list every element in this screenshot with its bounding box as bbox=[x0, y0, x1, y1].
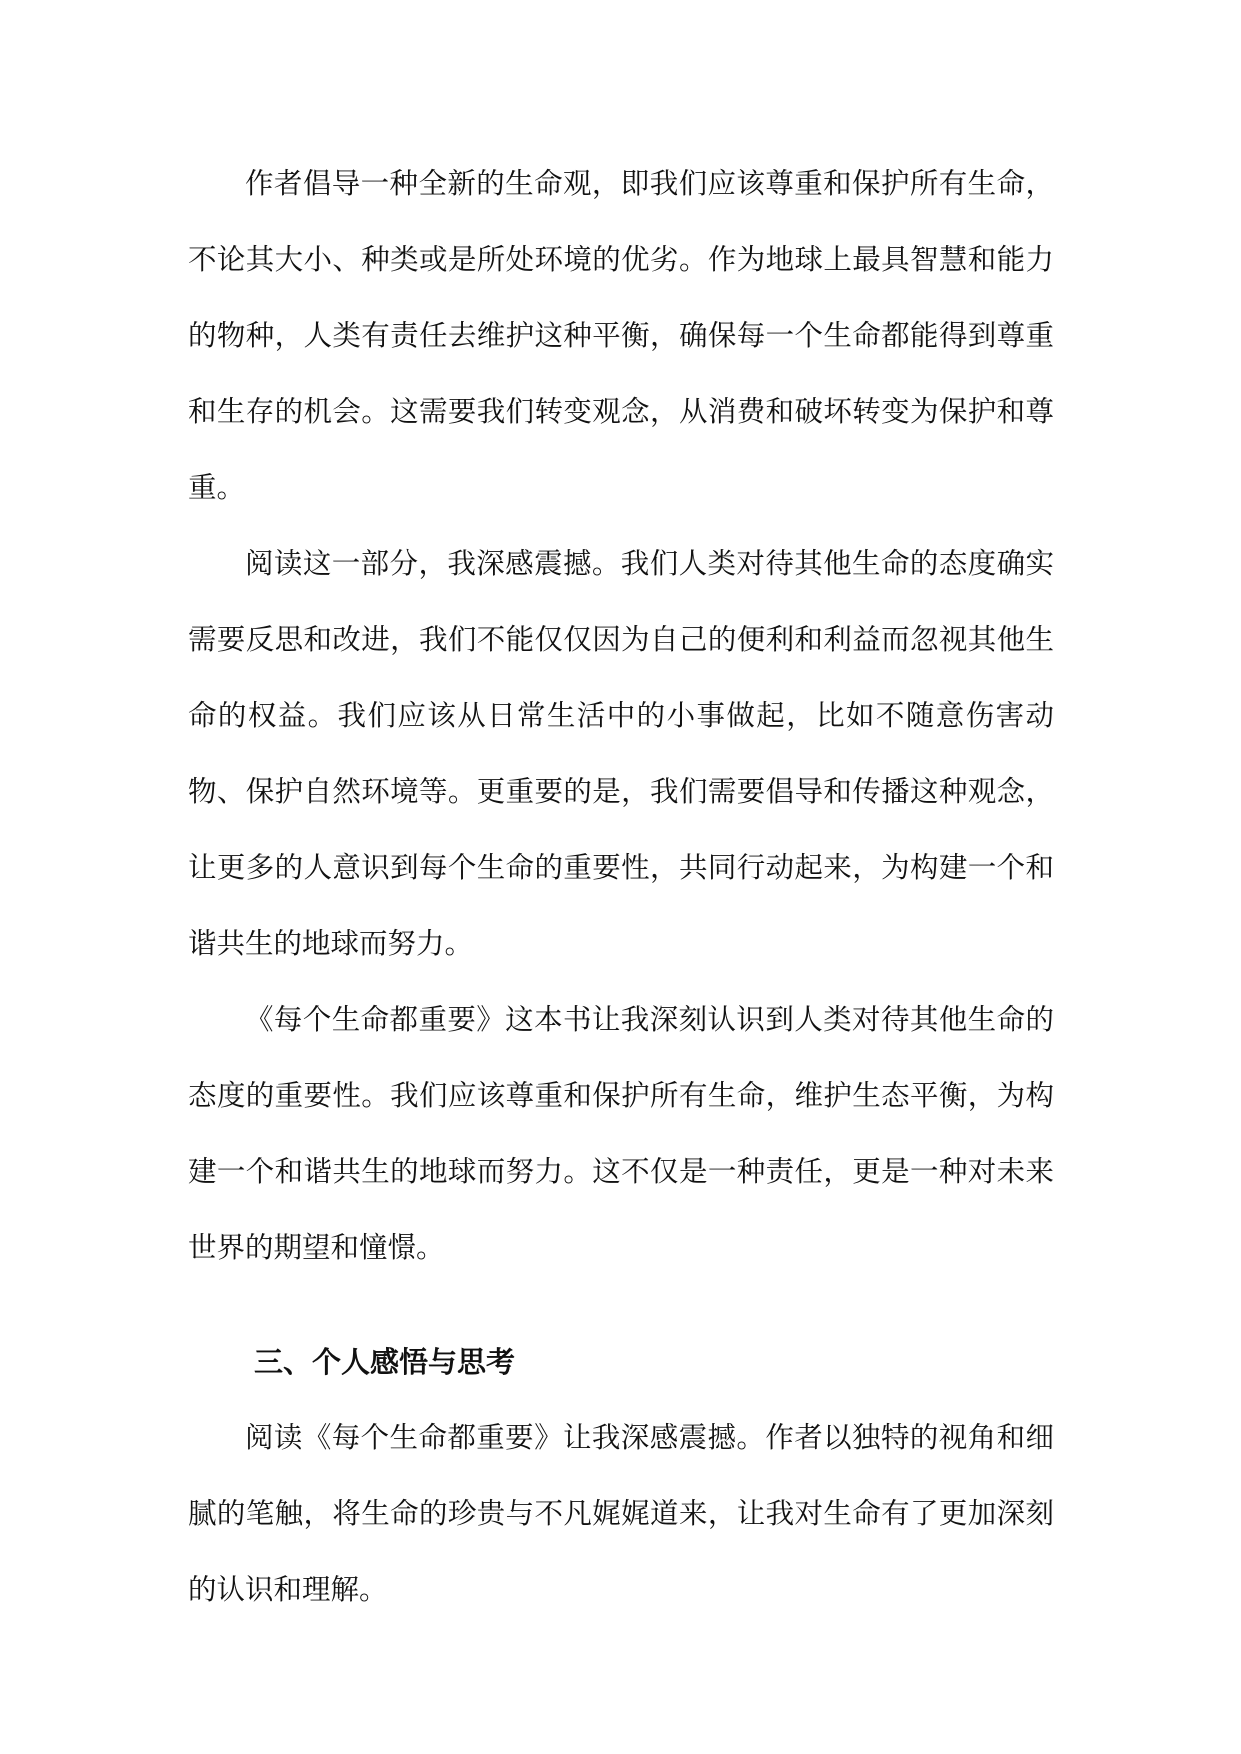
paragraph-personal-insight: 阅读《每个生命都重要》让我深感震撼。作者以独特的视角和细腻的笔触，将生命的珍贵与不凡娓娓道来，让我对生命有了更加深刻的认识和理解。 bbox=[188, 1421, 1054, 1606]
section-heading: 三、个人感悟与思考 bbox=[254, 1345, 516, 1379]
paragraph-new-view-of-life: 作者倡导一种全新的生命观，即我们应该尊重和保护所有生命，不论其大小、种类或是所处环境的优劣。作为地球上最具智慧和能力的物种，人类有责任去维护这种平衡，确保每一个生命都能得到尊重和生存的机会。这需要我们转变观念，从消费和破坏转变为保护和尊重。 bbox=[188, 167, 1054, 504]
document-body bbox=[188, 146, 1054, 1628]
paragraph-reading-reflection: 阅读这一部分，我深感震撼。我们人类对待其他生命的态度确实需要反思和改进，我们不能仅仅因为自己的便利和利益而忽视其他生命的权益。我们应该从日常生活中的小事做起，比如不随意伤害动物、保护自然环境等。更重要的是，我们需要倡导和传播这种观念，让更多的人意识到每个生命的重要性，共同行动起来，为构建一个和谐共生的地球而努力。 bbox=[188, 547, 1054, 960]
paragraph-book-summary: 《每个生命都重要》这本书让我深刻认识到人类对待其他生命的态度的重要性。我们应该尊重和保护所有生命，维护生态平衡，为构建一个和谐共生的地球而努力。这不仅是一种责任，更是一种对未来世界的期望和憧憬。 bbox=[188, 1003, 1054, 1264]
